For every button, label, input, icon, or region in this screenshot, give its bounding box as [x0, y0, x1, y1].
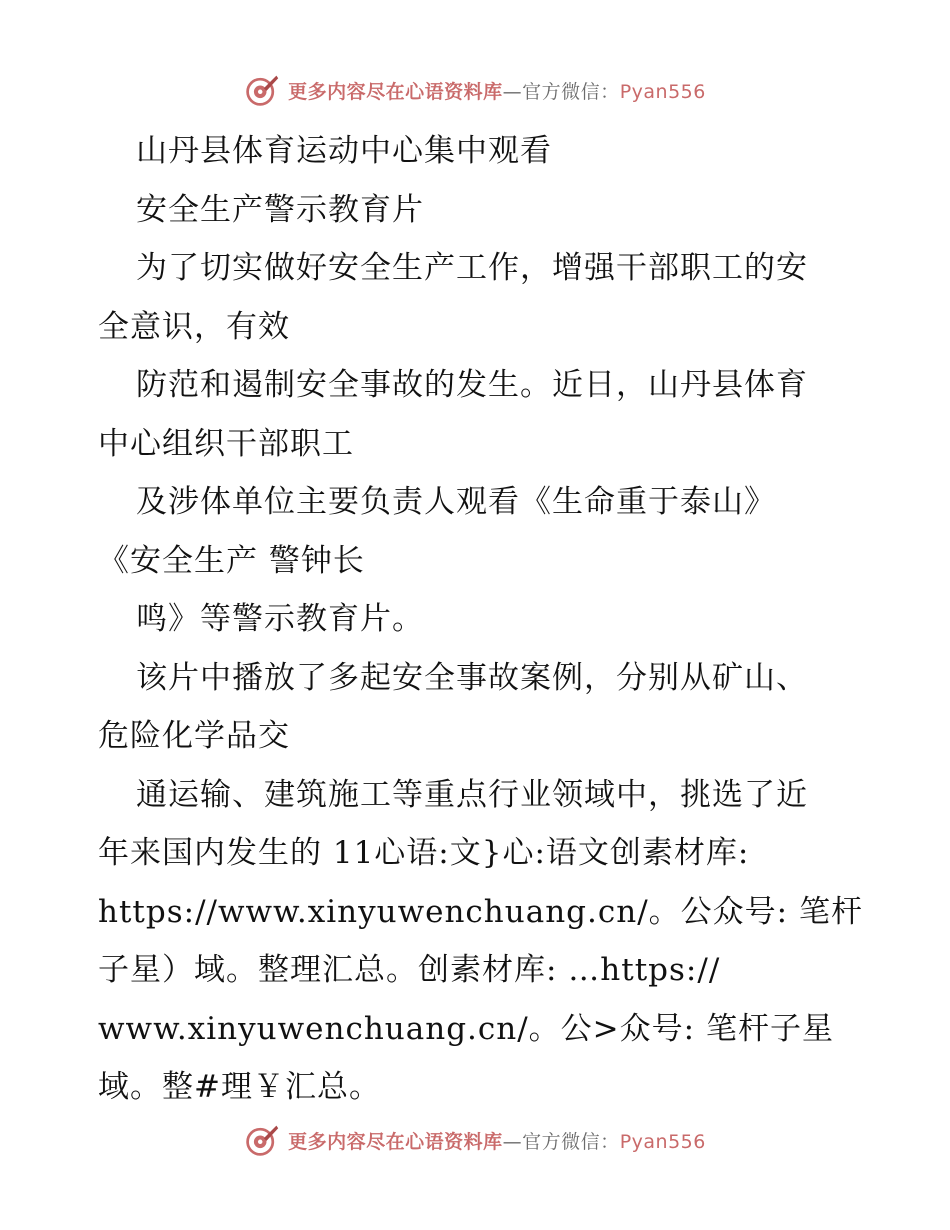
brand-dash: —	[502, 80, 523, 103]
official-label: 官方微信：	[522, 1130, 620, 1153]
paragraph-line: 鸣》等警示教育片。	[136, 601, 424, 637]
quill-logo-icon	[244, 1122, 280, 1158]
paragraph-line: 防范和遏制安全事故的发生。近日，山丹县体育	[136, 367, 808, 403]
brand-dash: —	[502, 1130, 523, 1153]
paragraph-line: 及涉体单位主要负责人观看《生命重于泰山》	[136, 484, 776, 520]
paragraph-line: 年来国内发生的 11心语:文}心:语文创素材库:	[98, 835, 750, 871]
quill-logo-icon	[244, 72, 280, 108]
official-label: 官方微信：	[522, 80, 620, 103]
paragraph-line: 为了切实做好安全生产工作，增强干部职工的安	[136, 250, 808, 286]
paragraph-line: 子星）域。整理汇总。创素材库: …https://	[98, 952, 721, 988]
wechat-id: Pyan556	[619, 80, 706, 103]
footer-watermark	[0, 1118, 950, 1162]
brand-text: 更多内容尽在心语资料库	[288, 1130, 503, 1153]
title-line-2: 安全生产警示教育片	[136, 191, 424, 228]
header-watermark	[0, 68, 950, 112]
paragraph-line: 通运输、建筑施工等重点行业领域中，挑选了近	[136, 776, 808, 813]
wechat-id: Pyan556	[619, 1130, 706, 1153]
title-line-1: 山丹县体育运动中心集中观看	[136, 133, 552, 169]
paragraph-line: https://www.xinyuwenchuang.cn/。公众号: 笔杆	[98, 893, 863, 930]
document-body	[98, 122, 863, 1117]
brand-text: 更多内容尽在心语资料库	[288, 80, 503, 103]
paragraph-line: 中心组织干部职工	[98, 425, 354, 462]
paragraph-line: 域。整#理￥汇总。	[98, 1069, 381, 1105]
paragraph-line: www.xinyuwenchuang.cn/。公>众号: 笔杆子星	[98, 1010, 834, 1047]
paragraph-line: 该片中播放了多起安全事故案例，分别从矿山、	[136, 659, 808, 696]
paragraph-line: 全意识，有效	[98, 308, 290, 345]
paragraph-line: 《安全生产 警钟长	[98, 542, 365, 579]
paragraph-line: 危险化学品交	[98, 718, 290, 754]
